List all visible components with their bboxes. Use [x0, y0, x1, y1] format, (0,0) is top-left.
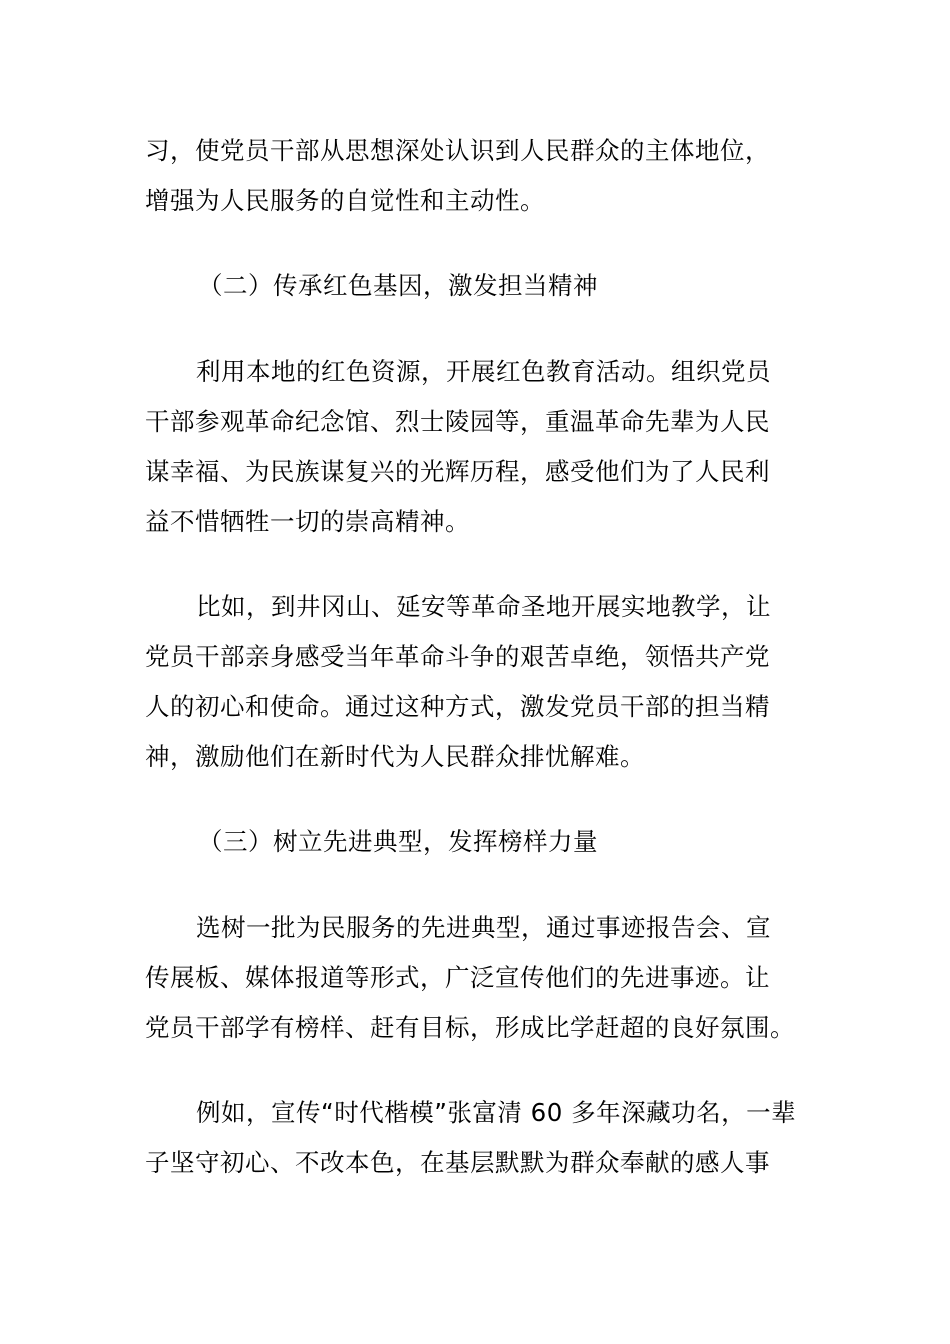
text-line: 益不惜牺牲一切的崇高精神。	[145, 507, 470, 536]
text-line: 增强为人民服务的自觉性和主动性。	[145, 186, 545, 215]
text-line: 谋幸福、为民族谋复兴的光辉历程，感受他们为了人民利	[145, 457, 770, 486]
text-line: 例如，宣传“时代楷模”张富清 60 多年深藏功名，一辈	[196, 1098, 797, 1127]
text-line: 传展板、媒体报道等形式，广泛宣传他们的先进事迹。让	[145, 963, 770, 992]
section-heading: （二）传承红色基因，激发担当精神	[198, 271, 598, 300]
text-line: 党员干部亲身感受当年革命斗争的艰苦卓绝，领悟共产党	[145, 642, 770, 671]
text-line: 子坚守初心、不改本色，在基层默默为群众奉献的感人事	[145, 1148, 770, 1177]
text-line: 习，使党员干部从思想深处认识到人民群众的主体地位，	[145, 136, 770, 165]
text-line: 人的初心和使命。通过这种方式，激发党员干部的担当精	[145, 692, 770, 721]
text-line: 选树一批为民服务的先进典型，通过事迹报告会、宣	[196, 913, 771, 942]
text-line: 干部参观革命纪念馆、烈士陵园等，重温革命先辈为人民	[145, 407, 770, 436]
text-line: 比如，到井冈山、延安等革命圣地开展实地教学，让	[196, 592, 771, 621]
section-heading: （三）树立先进典型，发挥榜样力量	[198, 827, 598, 856]
text-line: 神，激励他们在新时代为人民群众排忧解难。	[145, 742, 645, 771]
text-line: 利用本地的红色资源，开展红色教育活动。组织党员	[196, 357, 771, 386]
text-line: 党员干部学有榜样、赶有目标，形成比学赶超的良好氛围。	[145, 1013, 795, 1042]
